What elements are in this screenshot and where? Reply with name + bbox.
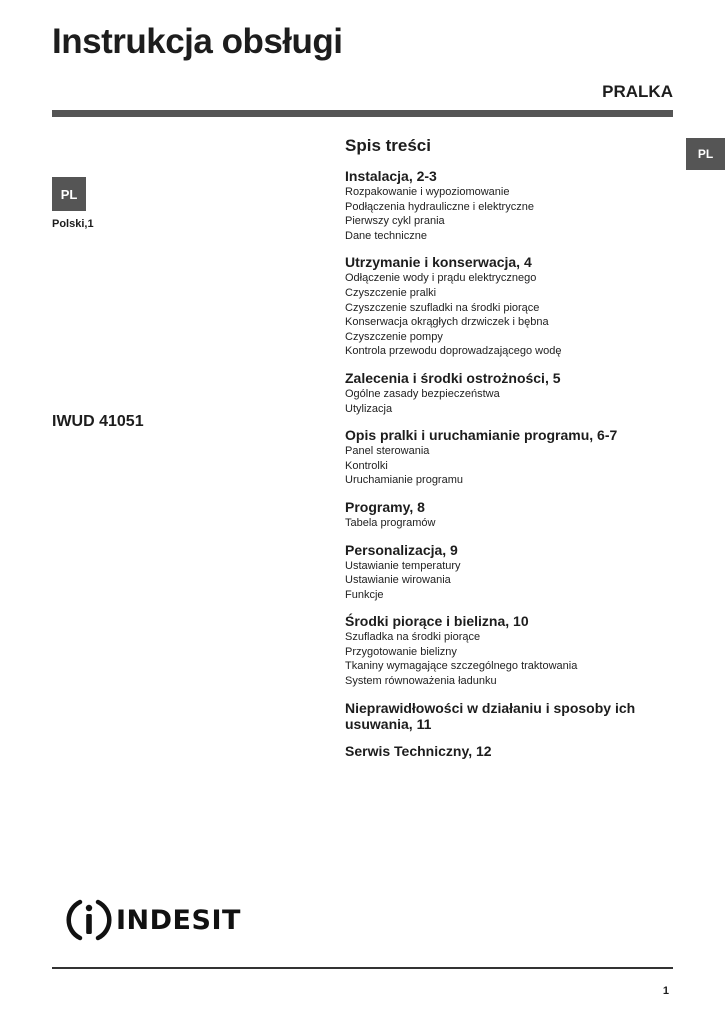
toc-item: Kontrola przewodu doprowadzającego wodę <box>345 345 562 358</box>
toc-section <box>345 743 675 759</box>
toc-item: Kontrolki <box>345 459 388 472</box>
toc-section <box>345 370 675 416</box>
document-title: Instrukcja obsługi <box>52 22 343 61</box>
toc-title: Spis treści <box>345 136 431 155</box>
toc-section-heading: Programy, 8 <box>345 498 425 515</box>
toc-item: Utylizacja <box>345 402 393 415</box>
toc-section-heading: Instalacja, 2-3 <box>345 168 437 184</box>
header-divider <box>52 110 673 117</box>
product-category: PRALKA <box>602 82 673 101</box>
toc-item: Podłączenia hydrauliczne i elektryczne <box>345 200 534 213</box>
toc-section <box>345 499 675 531</box>
toc-item: Ustawianie temperatury <box>345 559 461 572</box>
toc-section <box>345 254 675 359</box>
toc-section-heading: Opis pralki i uruchamianie programu, 6-7 <box>345 427 618 444</box>
toc-item: Pierwszy cykl prania <box>345 215 445 228</box>
toc-item: Funkcje <box>345 588 384 601</box>
toc-section-heading: Środki piorące i bielizna, 10 <box>345 613 529 630</box>
toc-item: Czyszczenie szufladki na środki piorące <box>345 301 540 314</box>
toc-item: Ogólne zasady bezpieczeństwa <box>345 387 500 400</box>
toc-item: Czyszczenie pralki <box>345 286 437 299</box>
toc-sections <box>345 168 675 759</box>
toc-section-heading: Nieprawidłowości w działaniu i sposoby ich usuwania, 11 <box>345 699 636 732</box>
toc-item: Ustawianie wirowania <box>345 574 451 587</box>
toc-item: Dane techniczne <box>345 229 427 242</box>
language-badge: PL <box>52 177 86 211</box>
toc-item: Odłączenie wody i prądu elektrycznego <box>345 272 537 285</box>
toc-section-heading: Utrzymanie i konserwacja, 4 <box>345 254 532 271</box>
toc-section <box>345 542 675 603</box>
brand-logo <box>66 896 241 944</box>
toc-item: Przygotowanie bielizny <box>345 645 457 658</box>
toc-section <box>345 168 675 243</box>
toc-item: Tkaniny wymagające szczególnego traktowania <box>345 660 578 673</box>
language-label: Polski,1 <box>52 218 94 230</box>
toc-item: Czyszczenie pompy <box>345 330 443 343</box>
toc-section <box>345 700 675 732</box>
language-side-tab: PL <box>686 138 725 170</box>
toc-item: Tabela programów <box>345 516 436 529</box>
toc-item: Szufladka na środki piorące <box>345 631 481 644</box>
page-number: 1 <box>662 985 669 997</box>
toc-item: Konserwacja okrągłych drzwiczek i bębna <box>345 316 549 329</box>
indesit-i-icon <box>66 896 112 944</box>
table-of-contents <box>345 136 675 770</box>
footer-divider <box>52 967 673 969</box>
toc-item: System równoważenia ładunku <box>345 675 497 688</box>
toc-section-heading: Zalecenia i środki ostrożności, 5 <box>345 369 561 386</box>
model-number: IWUD 41051 <box>52 413 144 430</box>
toc-section <box>345 613 675 688</box>
toc-item: Uruchamianie programu <box>345 474 463 487</box>
toc-item: Panel sterowania <box>345 445 430 458</box>
brand-name: INDESIT <box>116 904 241 936</box>
toc-section <box>345 427 675 488</box>
toc-item: Rozpakowanie i wypoziomowanie <box>345 186 510 198</box>
toc-section-heading: Personalizacja, 9 <box>345 541 458 558</box>
toc-section-heading: Serwis Techniczny, 12 <box>345 742 492 759</box>
